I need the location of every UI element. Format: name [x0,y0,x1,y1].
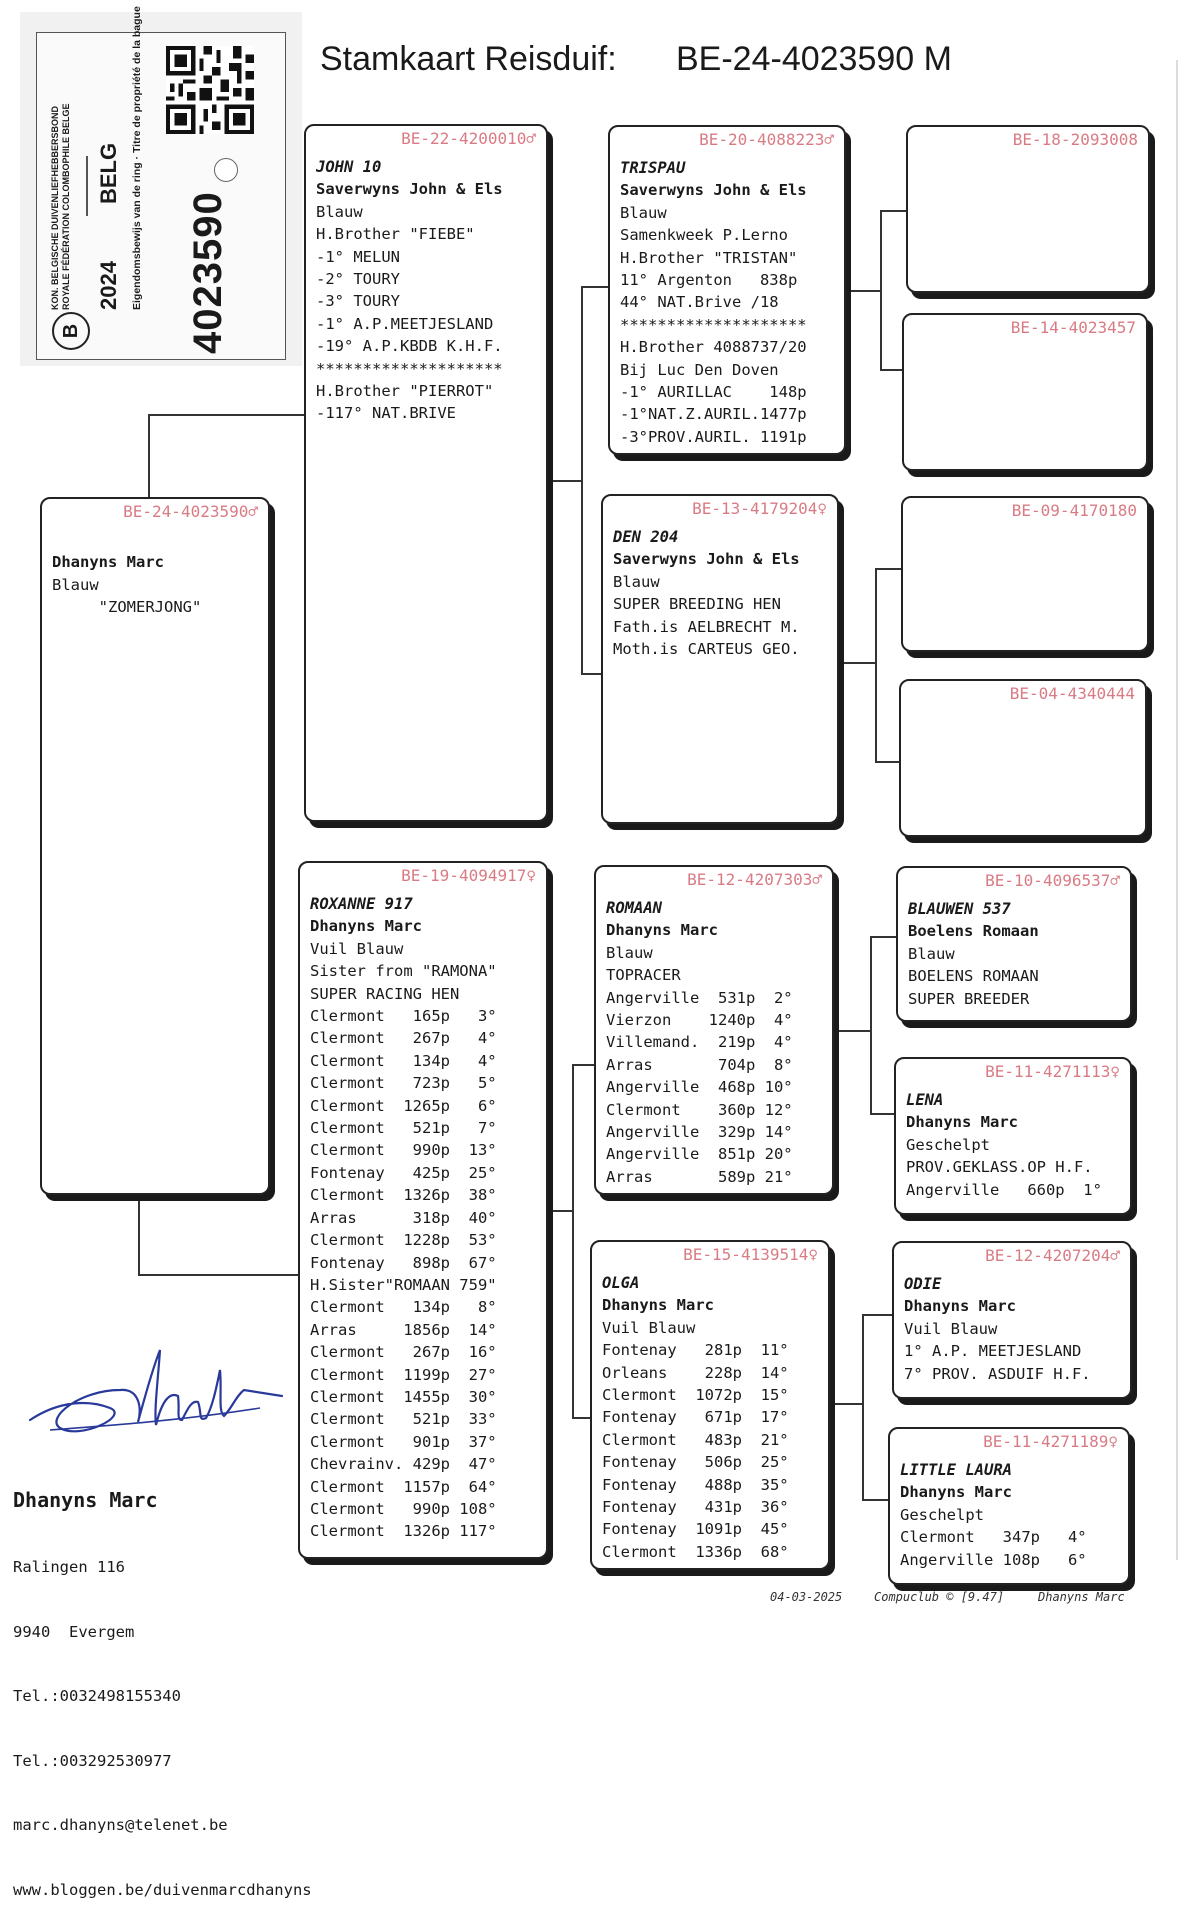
title-label: Stamkaart Reisduif: [320,40,617,78]
connector [880,369,902,371]
ring-number: BE-24-4023590♂ [123,502,258,521]
pigeon-info-line: Blauw [52,575,99,594]
pigeon-info-line: Clermont 134p 8° [310,1298,497,1317]
connector [572,1064,594,1066]
federation-logo: B [52,312,90,350]
pigeon-owner: Saverwyns John & Els [620,181,807,200]
ring-number: BE-18-2093008 [1012,130,1138,149]
connector [845,290,882,292]
connector [862,1499,888,1501]
pigeon-info-line: Angerville 531p 2° [606,988,793,1007]
ring-number: BE-09-4170180 [1011,501,1137,520]
pigeon-info-line: Clermont 1326p 117° [310,1522,497,1541]
footer-date: 04-03-2025 [770,1590,843,1604]
ring-year: 2024 [96,261,121,310]
pigeon-details [310,893,540,1543]
pigeon-info-line: H.Brother "PIERROT" [316,382,494,401]
pigeon-info-line: Clermont 1228p 53° [310,1231,497,1250]
pigeon-info-line: Clermont 347p 4° [900,1528,1087,1547]
ring-number: BE-11-4271113♀ [985,1062,1120,1081]
pigeon-info-line: -1°NAT.Z.AURIL.1477p [620,405,807,424]
pigeon-info-line: Clermont 1199p 27° [310,1365,497,1384]
pigeon-info-line: Geschelpt [900,1505,984,1524]
pigeon-info-line: Fath.is AELBRECHT M. [613,617,800,636]
pigeon-info-line: Clermont 1336p 68° [602,1542,789,1561]
pigeon-info-line: Fontenay 488p 35° [602,1475,789,1494]
pigeon-info-line: H.Brother 4088737/20 [620,338,807,357]
connector [148,414,306,416]
ring-serial: 4023590 [186,191,230,354]
pigeon-info-line: 11° Argenton 838p [620,271,798,290]
pigeon-info-line: -1° MELUN [316,247,400,266]
ring-country: BELG [96,142,121,204]
breeder-city: 9940 Evergem [13,1622,135,1641]
connector [581,673,601,675]
title-ring-number: BE-24-4023590 M [676,40,952,78]
pigeon-box-dam-sire [594,865,834,1195]
connector [832,1403,864,1405]
ring-number: BE-14-4023457 [1010,318,1136,337]
pigeon-info-line: TOPRACER [606,966,681,985]
pigeon-details [52,529,262,619]
breeder-email[interactable]: marc.dhanyns@telenet.be [13,1816,228,1834]
connector [870,936,896,938]
pigeon-info-line: Clermont 1455p 30° [310,1387,497,1406]
pigeon-box-sss [906,125,1150,293]
pigeon-info-line: Arras 704p 8° [606,1055,793,1074]
pigeon-name: ROMAAN [606,899,662,917]
pigeon-name: LITTLE LAURA [900,1461,1012,1479]
pigeon-info-line: H.Sister"ROMAAN 759" [310,1275,497,1294]
connector [875,568,901,570]
footer-user: Dhanyns Marc [1038,1590,1125,1604]
pigeon-info-line: H.Brother "TRISTAN" [620,248,798,267]
pigeon-info-line: Clermont 521p 7° [310,1119,497,1138]
pigeon-info-line: Clermont 521p 33° [310,1410,497,1429]
pigeon-info-line: Clermont 901p 37° [310,1432,497,1451]
pigeon-info-line: Angerville 660p 1° [906,1180,1102,1199]
pigeon-info-line: Clermont 990p 13° [310,1141,497,1160]
pigeon-info-line: Clermont 1157p 64° [310,1477,497,1496]
pigeon-info-line: Clermont 360p 12° [606,1100,793,1119]
ring-number: BE-12-4207303♂ [687,870,822,889]
connector [870,936,872,1114]
pigeon-info-line: PROV.GEKLASS.OP H.F. [906,1158,1093,1177]
connector [138,1192,140,1274]
pigeon-box-ssd [902,313,1148,471]
pigeon-owner: Dhanyns Marc [900,1483,1012,1502]
pigeon-info-line: SUPER BREEDER [908,989,1030,1008]
pigeon-info-line: BOELENS ROMAAN [908,967,1039,986]
scan-edge [1176,60,1178,1560]
ring-number: BE-12-4207204♂ [985,1246,1120,1265]
card-hole [214,158,238,182]
breeder-name: Dhanyns Marc [13,1488,158,1512]
pigeon-info-line: ******************** [316,359,503,378]
pigeon-info-line: Clermont 267p 4° [310,1029,497,1048]
connector [148,414,150,502]
connector [548,1210,574,1212]
pigeon-info-line: Vierzon 1240p 4° [606,1011,793,1030]
connector [548,480,583,482]
ring-number: BE-13-4179204♀ [692,499,827,518]
pigeon-owner: Dhanyns Marc [310,917,422,936]
pigeon-info-line: -1° AURILLAC 148p [620,383,807,402]
pigeon-info-line: Angerville 329p 14° [606,1123,793,1142]
breeder-website[interactable]: www.bloggen.be/duivenmarcdhanyns [13,1880,312,1899]
pigeon-details [900,1459,1122,1571]
pigeon-box-sire [304,124,548,822]
pigeon-box-dds [892,1241,1132,1399]
connector [839,662,877,664]
pigeon-info-line: Blauw [908,944,955,963]
breeder-street: Ralingen 116 [13,1558,125,1576]
pigeon-name: OLGA [602,1274,640,1292]
pigeon-info-line [52,529,262,551]
pigeon-owner: Saverwyns John & Els [316,180,503,199]
pigeon-details [316,156,540,425]
pigeon-info-line: Fontenay 898p 67° [310,1253,497,1272]
ring-number: BE-15-4139514♀ [683,1245,818,1264]
pigeon-info-line: Geschelpt [906,1135,990,1154]
pigeon-info-line: Villemand. 219p 4° [606,1033,793,1052]
pigeon-name: JOHN 10 [316,158,382,176]
pigeon-info-line: Fontenay 431p 36° [602,1498,789,1517]
pigeon-info-line: Arras 1856p 14° [310,1320,497,1339]
pigeon-info-line: Clermont 165p 3° [310,1007,497,1026]
connector [572,1417,590,1419]
connector [138,1274,300,1276]
pigeon-owner: Saverwyns John & Els [613,550,800,569]
pigeon-box-ddd [888,1427,1130,1585]
ownership-text: Eigendomsbewijs van de ring · Titre de propriété de la bague [131,6,143,310]
pigeon-owner: Dhanyns Marc [602,1296,714,1315]
ring-certificate-card [20,6,302,366]
pigeon-info-line: Fontenay 281p 11° [602,1341,789,1360]
signature-icon [20,1330,290,1450]
breeder-phone: Tel.:003292530977 [13,1751,172,1770]
pigeon-info-line: SUPER BREEDING HEN [613,595,781,614]
pigeon-info-line: Fontenay 506p 25° [602,1453,789,1472]
pigeon-box-dam [298,861,548,1559]
pigeon-box-sdd [899,679,1147,837]
pigeon-info-line: Arras 318p 40° [310,1208,497,1227]
federation-name: KON. BELGISCHE DUIVENLIEFHEBBERSBOND ROYALE FÉDÉRATION COLOMBOPHILE BELGE [50,103,71,310]
page-title [320,40,952,79]
connector [835,1030,872,1032]
connector [862,1314,892,1316]
pigeon-owner: Dhanyns Marc [52,553,164,572]
pigeon-name: ROXANNE 917 [310,895,413,913]
pigeon-name: ODIE [904,1275,942,1293]
pigeon-details [613,526,831,660]
pigeon-info-line: -3° TOURY [316,292,400,311]
pigeon-info-line: Fontenay 425p 25° [310,1163,497,1182]
pigeon-info-line: Sister from "RAMONA" [310,962,497,981]
pigeon-info-line: Angerville 108p 6° [900,1550,1087,1569]
pigeon-info-line: Vuil Blauw [904,1319,998,1338]
connector [581,286,609,288]
pigeon-info-line: Clermont 267p 16° [310,1343,497,1362]
pigeon-box-dss [896,866,1132,1022]
connector [875,761,899,763]
pigeon-details [602,1272,822,1563]
pigeon-owner: Dhanyns Marc [906,1113,1018,1132]
pigeon-info-line: Clermont 723p 5° [310,1074,497,1093]
pigeon-info-line: Clermont 1326p 38° [310,1186,497,1205]
pigeon-info-line: Clermont 1072p 15° [602,1386,789,1405]
pigeon-name: TRISPAU [620,159,686,177]
pigeon-info-line: Blauw [613,572,660,591]
pigeon-info-line: 7° PROV. ASDUIF H.F. [904,1364,1091,1383]
pigeon-name: BLAUWEN 537 [908,900,1011,918]
pigeon-owner: Dhanyns Marc [606,921,718,940]
ring-number: BE-19-4094917♀ [401,866,536,885]
pigeon-box-dam-dam [590,1240,830,1570]
pigeon-box-dsd [894,1057,1132,1215]
pigeon-info-line: Arras 589p 21° [606,1167,793,1186]
pigeon-info-line: -1° A.P.MEETJESLAND [316,314,494,333]
pigeon-info-line: Vuil Blauw [602,1318,696,1337]
pigeon-info-line: Blauw [606,943,653,962]
pigeon-info-line: H.Brother "FIEBE" [316,225,475,244]
pigeon-info-line: Fontenay 1091p 45° [602,1520,789,1539]
breeder-phone: Tel.:0032498155340 [13,1687,181,1705]
pigeon-info-line: Clermont 1265p 6° [310,1096,497,1115]
connector [880,210,906,212]
pigeon-details [904,1273,1124,1385]
pigeon-box-sds [901,496,1149,652]
qr-code-icon [166,46,254,134]
ring-number: BE-11-4271189♀ [983,1432,1118,1451]
pigeon-box-sire-sire [608,125,846,455]
pigeon-info-line: Bij Luc Den Doven [620,360,779,379]
pigeon-info-line: -3°PROV.AURIL. 1191p [620,427,807,446]
pigeon-info-line: 44° NAT.Brive /18 [620,293,779,312]
pigeon-info-line: -117° NAT.BRIVE [316,404,456,423]
connector [572,1064,574,1418]
footer-software: Compuclub © [9.47] [874,1590,1005,1604]
pigeon-info-line: Clermont 483p 21° [602,1430,789,1449]
pigeon-info-line: Orleans 228p 14° [602,1363,789,1382]
pigeon-info-line: Clermont 990p 108° [310,1499,497,1518]
pigeon-details [620,157,838,448]
pigeon-info-line: Samenkweek P.Lerno [620,226,788,245]
pigeon-details [906,1089,1124,1201]
pigeon-name: DEN 204 [613,528,679,546]
pigeon-info-line: 1° A.P. MEETJESLAND [904,1342,1082,1361]
pigeon-owner: Dhanyns Marc [904,1297,1016,1316]
pigeon-box-sire-dam [601,494,839,824]
pigeon-info-line: Angerville 468p 10° [606,1078,793,1097]
pigeon-info-line: Fontenay 671p 17° [602,1408,789,1427]
ring-number: BE-10-4096537♂ [985,871,1120,890]
pigeon-info-line: Clermont 134p 4° [310,1051,497,1070]
pigeon-info-line: SUPER RACING HEN [310,984,460,1003]
pigeon-name: LENA [906,1091,944,1109]
pigeon-details [908,898,1124,1010]
pigeon-info-line: -19° A.P.KBDB K.H.F. [316,337,503,356]
pigeon-info-line: ******************** [620,315,807,334]
pigeon-info-line: Vuil Blauw [310,939,404,958]
pigeon-info-line: Angerville 851p 20° [606,1145,793,1164]
pigeon-info-line: Chevrainv. 429p 47° [310,1455,497,1474]
pigeon-info-line: Blauw [316,202,363,221]
ring-number: BE-20-4088223♂ [699,130,834,149]
pigeon-info-line: "ZOMERJONG" [52,598,202,617]
pigeon-details [606,897,826,1188]
pigeon-info-line: Moth.is CARTEUS GEO. [613,640,800,659]
connector [870,1113,894,1115]
pigeon-info-line: -2° TOURY [316,270,400,289]
pigeon-box-subject [40,497,270,1195]
ring-number: BE-04-4340444 [1009,684,1135,703]
pigeon-info-line: Blauw [620,203,667,222]
connector [862,1314,864,1500]
ring-number: BE-22-4200010♂ [401,129,536,148]
connector [875,568,877,762]
pigeon-owner: Boelens Romaan [908,922,1039,941]
